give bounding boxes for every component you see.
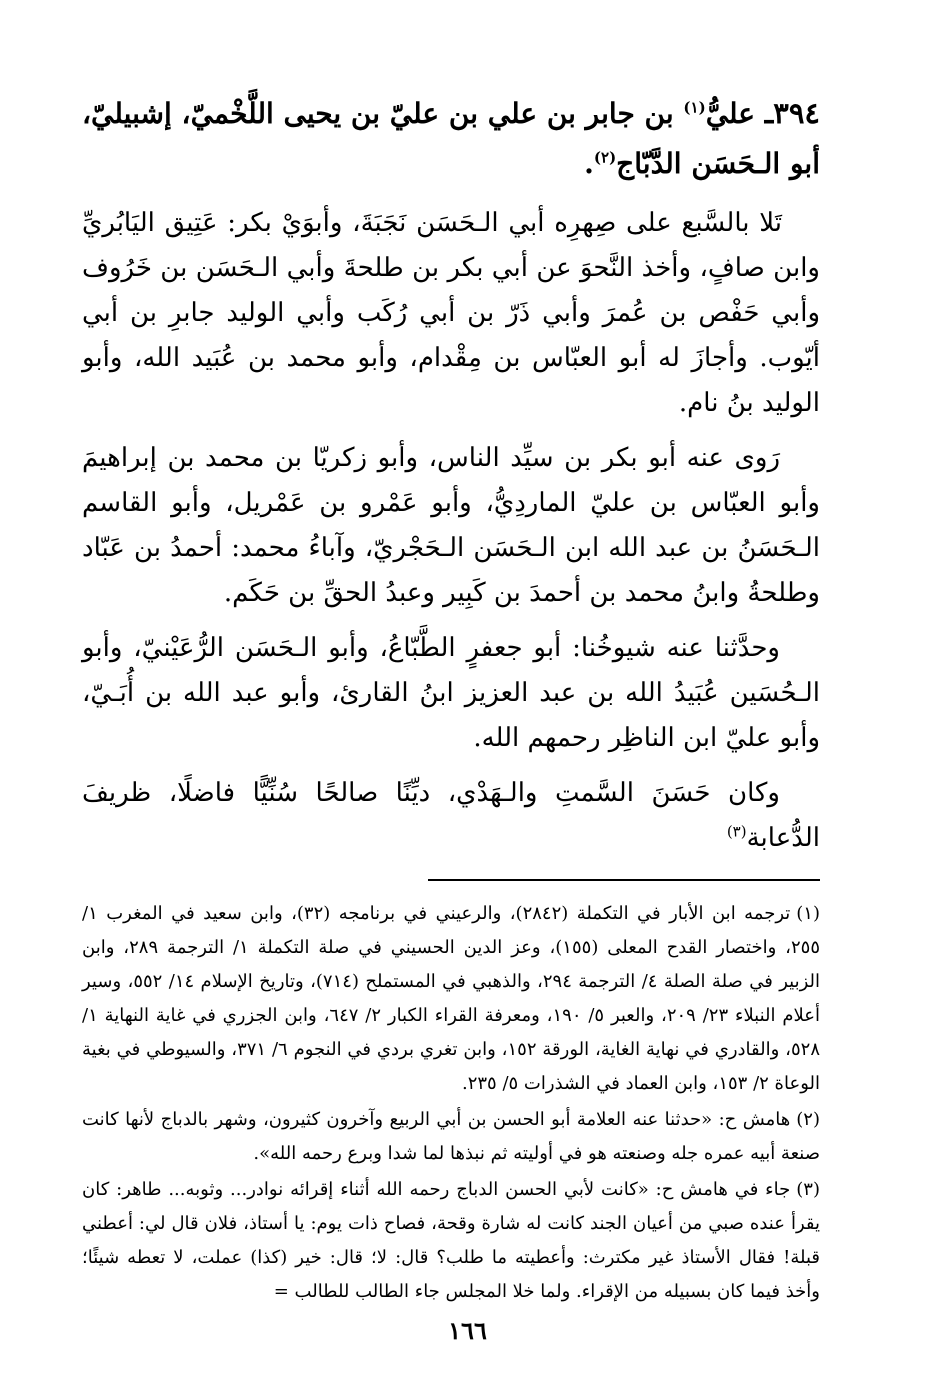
page-number: ١٦٦ xyxy=(448,1316,487,1345)
footnote-ref-1[interactable]: (١) xyxy=(683,98,706,117)
entry-name-start: عليُّ xyxy=(705,97,756,130)
footnote-separator xyxy=(428,879,820,881)
footnote-2 xyxy=(82,1103,820,1171)
footnote-marker: (١) xyxy=(796,903,820,924)
footnote-3 xyxy=(82,1173,820,1309)
entry-end: . xyxy=(584,147,594,180)
footnote-text: هامش ح: «حدثنا عنه العلامة أبو الحسن بن أبي الربيع وآخرون كثيرون، وشهر بالدباج لأنها كانت صنعة أبيه عمره جله وصنعته هو في أوليته ثم نبذها لما شدا وبرع رحمه الله». xyxy=(82,1109,820,1164)
character-text: وكان حَسَنَ السَّمتِ والـهَدْي، ديِّنًا صالحًا سُنِّيًّا فاضلًا، ظريفَ الدُّعابة xyxy=(82,778,820,853)
footnote-text: جاء في هامش ح: «كانت لأبي الحسن الدباج رحمه الله أثناء إقرائه نوادر... وثوبه... طاهر: كان يقرأ عنده صبي من أعيان الجند كانت له شارة وقحة، فصاح ذات يوم: يا أستاذ، فلان قال لي: أعطني قبلة! فقال الأستاذ غير مكترث: وأعطيته ما طلب؟ قال: لا؛ قال: خير (كذا) عملت، لا تعطه شيئًا؛ وأخذ فيما كان بسبيله من الإقراء. ولما خلا المجلس جاء الطالب للطالب = xyxy=(82,1179,820,1302)
entry-number: ٣٩٤ـ xyxy=(764,96,821,130)
footnote-text: ترجمه ابن الأبار في التكملة (٢٨٤٢)، والرعيني في برنامجه (٣٢)، وابن سعيد في المغرب ١/ ٢٥٥، واختصار القدح المعلى (١٥٥)، وعز الدين الحسيني في صلة التكملة ١/ الترجمة ٢٨٩، وابن الزبير في صلة الصلة ٤/ الترجمة ٢٩٤، والذهبي في المستملح (٧١٤)، وتاريخ الإسلام ١٤/ ٥٥٢، وسير أعلام النبلاء ٢٣/ ٢٠٩، والعبر ٥/ ١٩٠، ومعرفة القراء الكبار ٢/ ٦٤٧، وابن الجزري في غاية النهاية ١/ ٥٢٨، والقادري في نهاية الغاية، الورقة ١٥٢، وابن تغري بردي في النجوم ٦/ ٣٧١، والسيوطي في بغية الوعاة ٢/ ١٥٣، وابن العماد في الشذرات ٥/ ٢٣٥. xyxy=(82,903,821,1094)
paragraph-our-shaykhs: وحدَّثنا عنه شيوخُنا: أبو جعفرٍ الطَّبّاعُ، وأبو الـحَسَن الرُّعَيْنيّ، وأبو الـحُسَين عُبَيدُ الله بن عبد العزيز ابنُ القارئ، وأبو عبد الله بن أُبَـيّ، وأبو عليّ ابن الناظِر رحمهم الله. xyxy=(82,633,820,753)
paragraph-narrators: رَوى عنه أبو بكر بن سيِّد الناس، وأبو زكريّا بن محمد بن إبراهيمَ وأبو العبّاس بن عليّ الماردِيُّ، وأبو عَمْرو بن عَمْريل، وأبو القاسم الـحَسَنُ بن عبد الله ابن الـحَسَن الـحَجْريّ، وآباءُ محمد: أحمدُ بن عَبّاد وطلحةُ وابنُ محمد بن أحمدَ بن كَبِير وعبدُ الحقِّ بن حَكَم. xyxy=(82,443,820,608)
entry-heading xyxy=(82,88,820,189)
footnote-ref-2[interactable]: (٢) xyxy=(593,148,617,167)
entry-name-rest: بن جابر بن علي بن عليّ بن يحيى اللَّخْميّ، إشبيليّ، أبو الـحَسَن الدَّبّاج xyxy=(82,97,820,180)
footnote-marker: (٣) xyxy=(796,1179,820,1200)
paragraph-character xyxy=(82,771,820,861)
paragraph-teachers: تَلا بالسَّبع على صِهرِه أبي الـحَسَن نَجَبَةَ، وأبوَيْ بكر: عَتِيق اليَابُريِّ وابن صافٍ، وأخذ النَّحوَ عن أبي بكر بن طلحةَ وأبي الـحَسَن بن خَرُوف وأبي حَفْص بن عُمرَ وأبي ذَرّ بن أبي رُكَب وأبي الوليد جابرِ بن أبي أيّوب. وأجازَ له أبو العبّاس بن مِقْدام، وأبو محمد بن عُبَيد الله، وأبو الوليد بنُ نام. xyxy=(82,208,820,418)
footnote-ref-3[interactable]: (٣) xyxy=(726,822,747,841)
footnote-1 xyxy=(82,897,820,1101)
footnote-marker: (٢) xyxy=(796,1109,820,1130)
